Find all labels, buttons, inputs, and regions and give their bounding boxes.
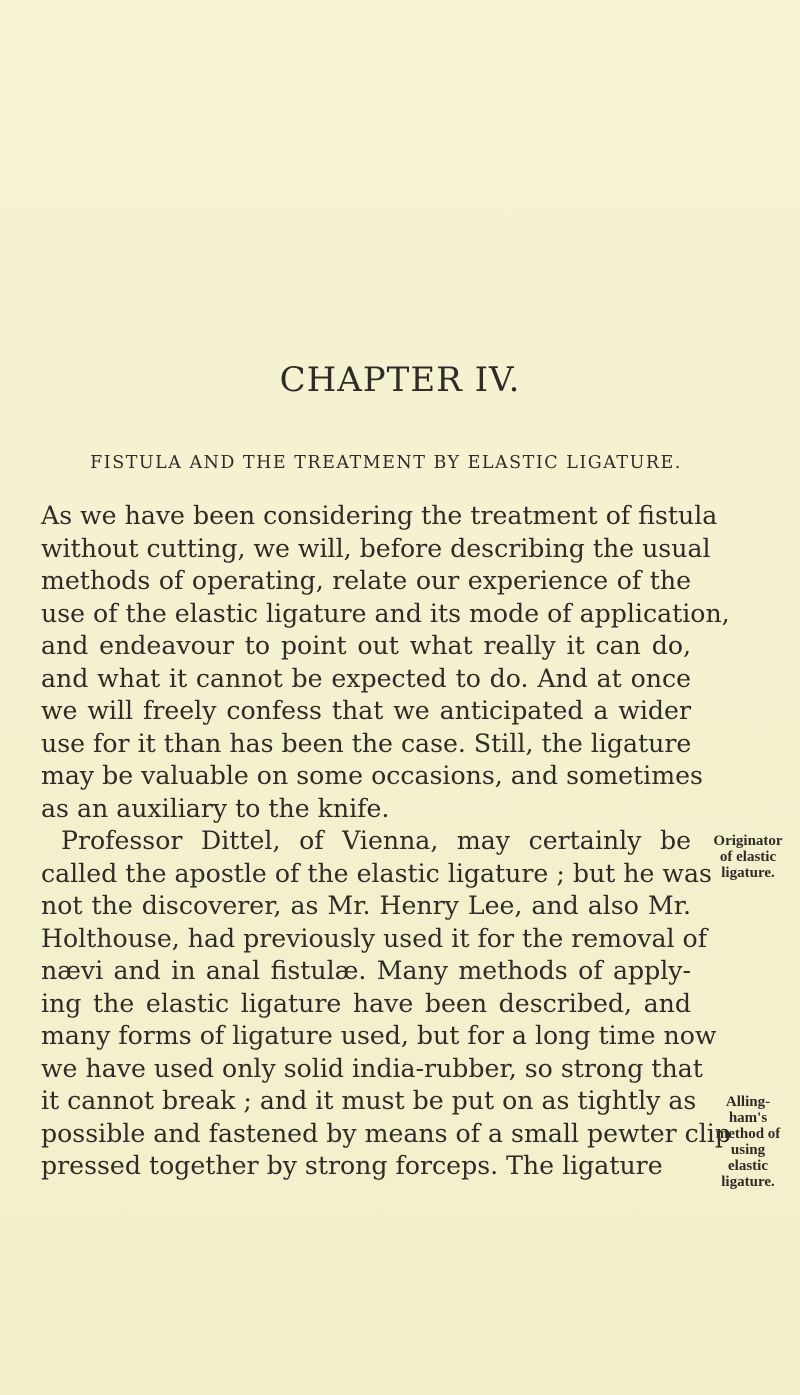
text-line: use of the elastic ligature and its mode of application, bbox=[41, 598, 730, 628]
margin-note-line: elastic bbox=[728, 1158, 768, 1174]
chapter-title: CHAPTER IV. bbox=[279, 360, 521, 400]
text-line: pressed together by strong forceps. The ligature bbox=[41, 1151, 663, 1180]
margin-note-line: ligature. bbox=[721, 1174, 775, 1190]
text-line: not the discoverer, as Mr. Henry Lee, and also Mr. bbox=[41, 891, 691, 920]
margin-note-originator bbox=[698, 833, 798, 881]
text-line: Professor Dittel, of Vienna, may certainly be bbox=[61, 826, 691, 855]
text-line: use for it than has been the case. Still, the ligature bbox=[41, 728, 692, 758]
text-line: without cutting, we will, before describing the usual bbox=[41, 533, 711, 563]
section-title: FISTULA AND THE TREATMENT BY ELASTIC LIGATURE. bbox=[90, 453, 682, 473]
text-line: we have used only solid india-rubber, so strong that bbox=[41, 1053, 703, 1083]
margin-note-line: of elastic bbox=[719, 849, 777, 865]
text-line: possible and fastened by means of a small pewter clip bbox=[41, 1118, 731, 1148]
text-line: it cannot break ; and it must be put on as tightly as bbox=[41, 1086, 697, 1115]
paragraph-1 bbox=[41, 500, 730, 825]
text-line: As we have been considering the treatment of fistula bbox=[41, 501, 718, 530]
text-line: methods of operating, relate our experience of the bbox=[41, 566, 691, 595]
margin-note-allingham-method bbox=[698, 1094, 798, 1190]
margin-note-line: ham's bbox=[728, 1110, 768, 1126]
text-line: and what it cannot be expected to do. And at once bbox=[41, 663, 691, 693]
text-line: ing the elastic ligature have been described, and bbox=[41, 988, 691, 1018]
text-line: and endeavour to point out what really it can do, bbox=[41, 631, 691, 660]
text-line: we will freely confess that we anticipated a wider bbox=[41, 696, 691, 725]
margin-note-line: using bbox=[730, 1142, 766, 1158]
text-line: may be valuable on some occasions, and sometimes bbox=[41, 761, 703, 790]
text-line: called the apostle of the elastic ligature ; but he was bbox=[41, 858, 712, 888]
text-line: many forms of ligature used, but for a long time now bbox=[41, 1021, 717, 1050]
text-line: as an auxiliary to the knife. bbox=[41, 793, 390, 823]
text-line: Holthouse, had previously used it for the removal of bbox=[41, 923, 708, 953]
margin-note-line: Originator bbox=[713, 833, 783, 849]
margin-note-line: method of bbox=[715, 1126, 781, 1142]
text-line: nævi and in anal fistulæ. Many methods of apply- bbox=[41, 956, 691, 985]
margin-note-line: ligature. bbox=[721, 865, 775, 881]
margin-note-line: Alling- bbox=[725, 1094, 771, 1110]
paragraph-2 bbox=[41, 825, 731, 1183]
